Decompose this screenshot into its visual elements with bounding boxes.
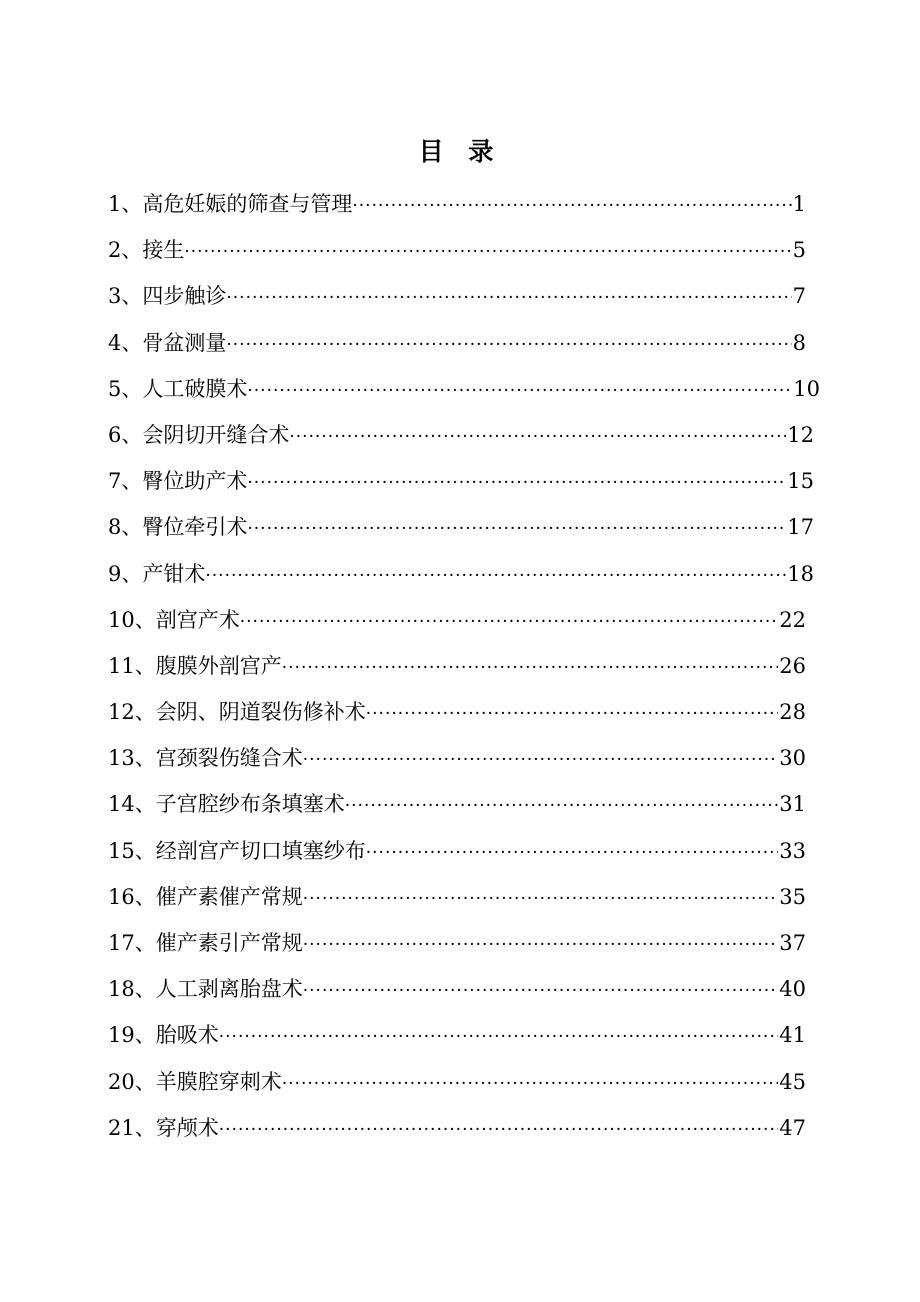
dot-leader xyxy=(247,368,792,412)
toc-entry[interactable] xyxy=(108,874,820,920)
toc-entry-label: 17、催产素引产常规 xyxy=(108,931,303,955)
dot-leader xyxy=(282,645,779,689)
toc-page-number: 47 xyxy=(779,1115,806,1140)
table-of-contents xyxy=(108,181,820,1151)
toc-page-number: 30 xyxy=(779,746,806,771)
toc-entry-label: 7、臀位助产术 xyxy=(108,469,248,494)
toc-page-number: 28 xyxy=(779,700,806,725)
dot-leader xyxy=(226,275,791,319)
toc-entry[interactable] xyxy=(108,735,820,781)
toc-entry-label: 5、人工破膜术 xyxy=(108,376,248,401)
toc-entry-label: 19、胎吸术 xyxy=(108,1023,219,1048)
toc-page-number: 35 xyxy=(779,884,806,909)
dot-leader xyxy=(205,553,786,597)
toc-page-number: 7 xyxy=(792,284,806,309)
dot-leader xyxy=(247,506,786,550)
toc-entry-label: 13、宫颈裂伤缝合术 xyxy=(108,746,303,771)
toc-entry[interactable] xyxy=(108,1012,820,1058)
dot-leader xyxy=(345,783,779,827)
toc-entry[interactable] xyxy=(108,597,820,643)
toc-entry[interactable] xyxy=(108,920,820,966)
toc-entry[interactable] xyxy=(108,689,820,735)
toc-entry[interactable] xyxy=(108,504,820,550)
dot-leader xyxy=(219,1014,779,1058)
toc-entry-label: 18、人工剥离胎盘术 xyxy=(108,977,303,1002)
toc-entry-label: 6、会阴切开缝合术 xyxy=(108,422,290,447)
toc-page-number: 1 xyxy=(792,192,806,216)
page-title: 目 录 xyxy=(418,137,502,166)
toc-page-number: 31 xyxy=(779,792,806,817)
toc-entry-label: 12、会阴、阴道裂伤修补术 xyxy=(108,700,366,725)
toc-page-number: 15 xyxy=(787,469,814,494)
toc-entry-label: 20、羊膜腔穿刺术 xyxy=(108,1069,282,1094)
toc-page-number: 10 xyxy=(793,376,820,401)
toc-entry-label: 3、四步触诊 xyxy=(108,284,227,309)
toc-page-number: 26 xyxy=(779,653,806,678)
toc-page-number: 8 xyxy=(792,330,806,355)
toc-page-number: 18 xyxy=(787,561,814,586)
toc-entry-label: 15、经剖宫产切口填塞纱布 xyxy=(108,838,366,863)
toc-entry[interactable] xyxy=(108,366,820,412)
dot-leader xyxy=(303,968,779,1012)
toc-page-number: 12 xyxy=(787,422,814,447)
dot-leader xyxy=(247,460,786,504)
toc-entry[interactable] xyxy=(108,273,820,319)
dot-leader xyxy=(240,599,779,643)
dot-leader xyxy=(352,183,791,227)
toc-entry-label: 8、臀位牵引术 xyxy=(108,515,248,540)
toc-entry[interactable] xyxy=(108,966,820,1012)
toc-page-number: 37 xyxy=(779,931,806,955)
dot-leader xyxy=(184,229,791,273)
toc-entry[interactable] xyxy=(108,412,820,458)
toc-entry[interactable] xyxy=(108,227,820,273)
toc-entry-label: 11、腹膜外剖宫产 xyxy=(108,653,282,678)
toc-entry[interactable] xyxy=(108,320,820,366)
toc-entry[interactable] xyxy=(108,643,820,689)
toc-entry-label: 14、子宫腔纱布条填塞术 xyxy=(108,792,345,817)
toc-page-number: 41 xyxy=(779,1023,806,1048)
toc-entry-label: 10、剖宫产术 xyxy=(108,607,240,632)
toc-entry[interactable] xyxy=(108,1059,820,1105)
toc-page-number: 33 xyxy=(779,838,806,863)
toc-page-number: 17 xyxy=(787,515,814,540)
toc-page-number: 22 xyxy=(779,607,806,632)
toc-entry[interactable] xyxy=(108,828,820,874)
toc-entry[interactable] xyxy=(108,551,820,597)
toc-entry-label: 21、穿颅术 xyxy=(108,1115,219,1140)
toc-entry[interactable] xyxy=(108,181,820,227)
dot-leader xyxy=(303,876,779,920)
toc-entry-label: 1、高危妊娠的筛查与管理 xyxy=(108,192,353,216)
toc-page-number: 5 xyxy=(792,238,806,263)
dot-leader xyxy=(303,737,779,781)
toc-entry[interactable] xyxy=(108,781,820,827)
toc-entry-label: 16、催产素催产常规 xyxy=(108,884,303,909)
dot-leader xyxy=(366,691,779,735)
toc-page-number: 40 xyxy=(779,977,806,1002)
toc-entry-label: 9、产钳术 xyxy=(108,561,206,586)
toc-page-number: 45 xyxy=(779,1069,806,1094)
toc-entry[interactable] xyxy=(108,458,820,504)
toc-entry[interactable] xyxy=(108,1105,820,1151)
dot-leader xyxy=(226,322,791,366)
dot-leader xyxy=(219,1107,779,1151)
dot-leader xyxy=(366,830,779,874)
dot-leader xyxy=(303,922,779,966)
toc-entry-label: 2、接生 xyxy=(108,238,185,263)
toc-entry-label: 4、骨盆测量 xyxy=(108,330,227,355)
dot-leader xyxy=(282,1061,779,1105)
dot-leader xyxy=(289,414,786,458)
